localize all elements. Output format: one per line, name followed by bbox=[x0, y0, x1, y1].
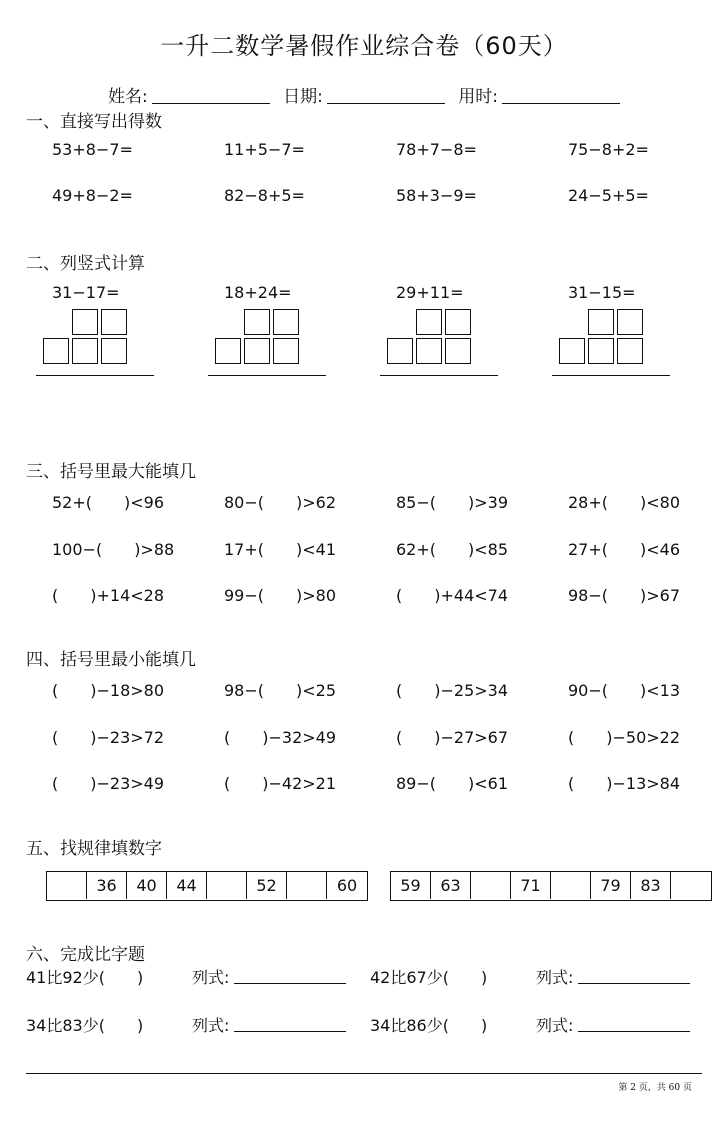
answer-box[interactable] bbox=[445, 309, 471, 335]
answer-box[interactable] bbox=[559, 338, 585, 364]
comparison-problem: 41比92少( ) bbox=[26, 968, 144, 987]
calc-line bbox=[380, 375, 498, 376]
calc-line bbox=[208, 375, 326, 376]
inequality: 62+( )<85 bbox=[396, 540, 509, 559]
vertical-problem: 18+24= bbox=[224, 283, 292, 302]
answer-box[interactable] bbox=[273, 309, 299, 335]
inequality: ( )−18>80 bbox=[52, 681, 165, 700]
answer-box[interactable] bbox=[101, 338, 127, 364]
time-field[interactable] bbox=[502, 85, 620, 104]
answer-box[interactable] bbox=[617, 338, 643, 364]
vertical-problem: 29+11= bbox=[396, 283, 464, 302]
inequality: ( )−27>67 bbox=[396, 728, 509, 747]
answer-box[interactable] bbox=[244, 309, 270, 335]
sequence-cell[interactable] bbox=[287, 872, 327, 899]
vertical-problem: 31−17= bbox=[52, 283, 120, 302]
section-1-heading: 一、直接写出得数 bbox=[26, 112, 162, 132]
answer-box[interactable] bbox=[617, 309, 643, 335]
sequence-cell[interactable] bbox=[671, 872, 711, 899]
name-label: 姓名: bbox=[108, 87, 148, 107]
answer-box[interactable] bbox=[43, 338, 69, 364]
comparison-problem: 34比83少( ) bbox=[26, 1016, 144, 1035]
inequality: ( )−42>21 bbox=[224, 774, 337, 793]
inequality: ( )−23>72 bbox=[52, 728, 165, 747]
formula-label: 列式: bbox=[192, 1016, 230, 1035]
footer-divider bbox=[26, 1073, 702, 1074]
inequality: 100−( )>88 bbox=[52, 540, 175, 559]
page-number: 第 2 页，共 60 页 bbox=[618, 1083, 692, 1093]
inequality: ( )−23>49 bbox=[52, 774, 165, 793]
answer-box[interactable] bbox=[273, 338, 299, 364]
answer-box[interactable] bbox=[445, 338, 471, 364]
section-6-heading: 六、完成比字题 bbox=[26, 945, 145, 965]
inequality: 99−( )>80 bbox=[224, 586, 337, 605]
answer-box[interactable] bbox=[588, 338, 614, 364]
problem: 24−5+5= bbox=[568, 186, 649, 205]
inequality: ( )−32>49 bbox=[224, 728, 337, 747]
sequence-1 bbox=[46, 871, 368, 901]
inequality: ( )+44<74 bbox=[396, 586, 509, 605]
problem: 49+8−2= bbox=[52, 186, 133, 205]
answer-box[interactable] bbox=[215, 338, 241, 364]
date-field[interactable] bbox=[327, 85, 445, 104]
section-4-heading: 四、括号里最小能填几 bbox=[26, 650, 196, 670]
sequence-cell[interactable] bbox=[471, 872, 511, 899]
problem: 53+8−7= bbox=[52, 140, 133, 159]
inequality: ( )−13>84 bbox=[568, 774, 681, 793]
inequality: 85−( )>39 bbox=[396, 493, 509, 512]
sequence-cell: 60 bbox=[336, 876, 358, 895]
problem: 78+7−8= bbox=[396, 140, 477, 159]
formula-blank[interactable] bbox=[234, 983, 346, 984]
inequality: 90−( )<13 bbox=[568, 681, 681, 700]
inequality: 80−( )>62 bbox=[224, 493, 337, 512]
inequality: 98−( )<25 bbox=[224, 681, 337, 700]
comparison-problem: 42比67少( ) bbox=[370, 968, 488, 987]
inequality: ( )−50>22 bbox=[568, 728, 681, 747]
answer-box[interactable] bbox=[387, 338, 413, 364]
page-title: 一升二数学暑假作业综合卷（60天） bbox=[160, 32, 568, 60]
answer-box[interactable] bbox=[588, 309, 614, 335]
calc-line bbox=[552, 375, 670, 376]
sequence-cell[interactable] bbox=[47, 872, 87, 899]
time-label: 用时: bbox=[458, 87, 499, 107]
name-field[interactable] bbox=[152, 85, 270, 104]
answer-box[interactable] bbox=[101, 309, 127, 335]
comparison-problem: 34比86少( ) bbox=[370, 1016, 488, 1035]
student-info bbox=[108, 82, 628, 107]
section-5-heading: 五、找规律填数字 bbox=[26, 839, 162, 859]
sequence-cell: 83 bbox=[631, 872, 671, 899]
formula-blank[interactable] bbox=[578, 1031, 690, 1032]
sequence-2 bbox=[390, 871, 712, 901]
answer-box[interactable] bbox=[244, 338, 270, 364]
sequence-cell: 79 bbox=[591, 872, 631, 899]
inequality: ( )+14<28 bbox=[52, 586, 165, 605]
inequality: 17+( )<41 bbox=[224, 540, 337, 559]
calc-line bbox=[36, 375, 154, 376]
answer-box[interactable] bbox=[416, 338, 442, 364]
inequality: ( )−25>34 bbox=[396, 681, 509, 700]
sequence-cell: 36 bbox=[87, 872, 127, 899]
formula-label: 列式: bbox=[536, 968, 574, 987]
problem: 58+3−9= bbox=[396, 186, 477, 205]
section-2-heading: 二、列竖式计算 bbox=[26, 254, 145, 274]
inequality: 89−( )<61 bbox=[396, 774, 509, 793]
sequence-cell: 52 bbox=[247, 872, 287, 899]
formula-label: 列式: bbox=[192, 968, 230, 987]
inequality: 52+( )<96 bbox=[52, 493, 165, 512]
section-3-heading: 三、括号里最大能填几 bbox=[26, 462, 196, 482]
sequence-cell[interactable] bbox=[551, 872, 591, 899]
sequence-cell: 40 bbox=[127, 872, 167, 899]
inequality: 98−( )>67 bbox=[568, 586, 681, 605]
inequality: 28+( )<80 bbox=[568, 493, 681, 512]
formula-label: 列式: bbox=[536, 1016, 574, 1035]
sequence-cell: 63 bbox=[431, 872, 471, 899]
sequence-cell: 44 bbox=[167, 872, 207, 899]
date-label: 日期: bbox=[283, 87, 323, 107]
formula-blank[interactable] bbox=[234, 1031, 346, 1032]
formula-blank[interactable] bbox=[578, 983, 690, 984]
answer-box[interactable] bbox=[416, 309, 442, 335]
problem: 82−8+5= bbox=[224, 186, 305, 205]
inequality: 27+( )<46 bbox=[568, 540, 681, 559]
sequence-cell: 59 bbox=[391, 872, 431, 899]
sequence-cell[interactable] bbox=[207, 872, 247, 899]
problem: 11+5−7= bbox=[224, 140, 305, 159]
answer-box[interactable] bbox=[72, 338, 98, 364]
sequence-cell: 71 bbox=[511, 872, 551, 899]
problem: 75−8+2= bbox=[568, 140, 649, 159]
answer-box[interactable] bbox=[72, 309, 98, 335]
vertical-problem: 31−15= bbox=[568, 283, 636, 302]
